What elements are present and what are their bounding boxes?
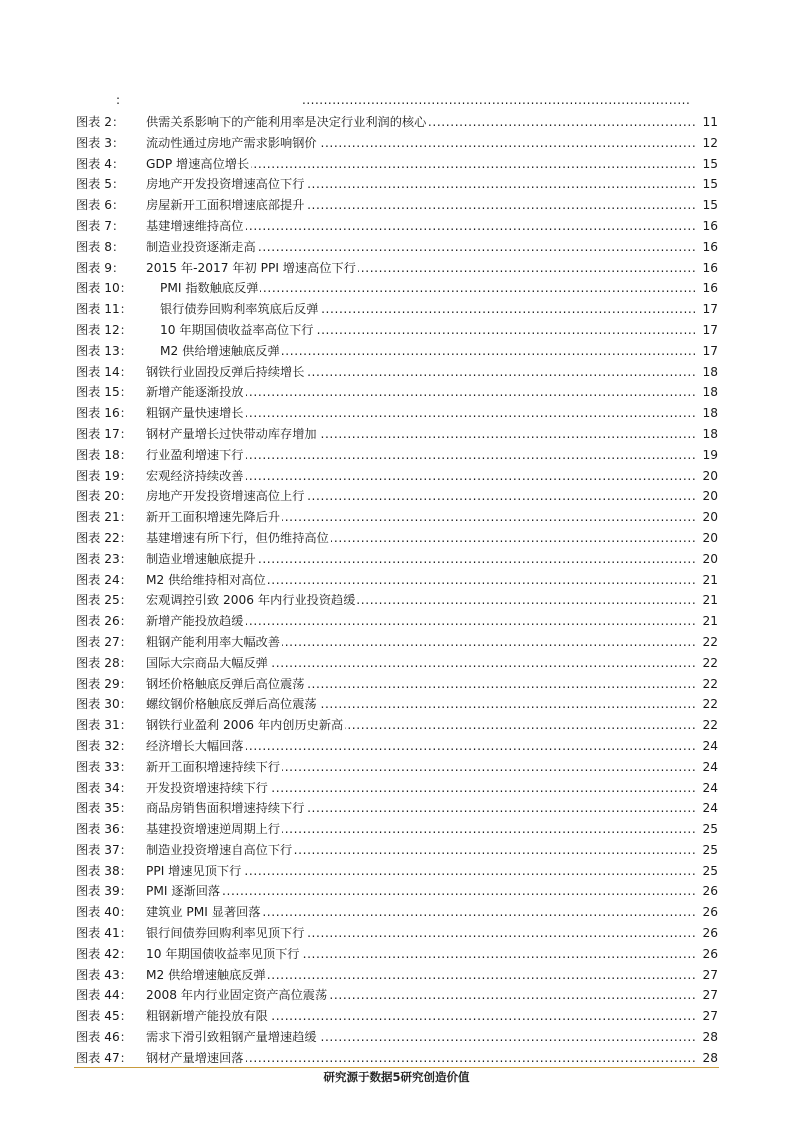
toc-entry-title: PPI 增速见顶下行 bbox=[146, 863, 242, 878]
toc-entry-page: 24 bbox=[702, 801, 718, 816]
toc-entry-label: 图表 24： bbox=[76, 572, 132, 587]
toc-entry-label: 图表 47： bbox=[76, 1050, 132, 1065]
toc-top-colon: : bbox=[116, 93, 121, 107]
toc-entry-label: 图表 28： bbox=[76, 655, 132, 670]
toc-entry-page: 21 bbox=[702, 614, 718, 629]
toc-entry-page: 26 bbox=[702, 905, 718, 920]
toc-entry[interactable] bbox=[76, 154, 718, 175]
toc-entry-label: 图表 45： bbox=[76, 1009, 132, 1024]
toc-entry[interactable] bbox=[76, 528, 718, 549]
toc-entry-label: 图表 20： bbox=[76, 489, 132, 504]
toc-entry-page: 16 bbox=[702, 239, 718, 254]
toc-entry-label: 图表 40： bbox=[76, 905, 132, 920]
toc-entry-page: 12 bbox=[702, 135, 718, 150]
toc-entry-title: 银行债券回购利率筑底后反弹 bbox=[160, 302, 319, 317]
toc-entry-page: 27 bbox=[702, 967, 718, 982]
toc-entry-title: 房地产开发投资增速高位上行 bbox=[146, 489, 305, 504]
toc-entry[interactable] bbox=[76, 778, 718, 799]
toc-entry-label: 图表 22： bbox=[76, 530, 132, 545]
toc-entry[interactable] bbox=[76, 653, 718, 674]
toc-entry-label: 图表 37： bbox=[76, 842, 132, 857]
toc-entry-label: 图表 21： bbox=[76, 510, 132, 525]
toc-entry[interactable] bbox=[76, 133, 718, 154]
toc-entry-page: 18 bbox=[702, 385, 718, 400]
toc-entry-label: 图表 26： bbox=[76, 614, 132, 629]
toc-entry[interactable] bbox=[76, 299, 718, 320]
toc-entry-title: 房屋新开工面积增速底部提升 bbox=[146, 198, 305, 213]
toc-entry-title: 钢材产量增长过快带动库存增加 bbox=[146, 426, 317, 441]
toc-entry-title: M2 供给维持相对高位 bbox=[146, 572, 266, 587]
toc-entry-label: 图表 43： bbox=[76, 967, 132, 982]
toc-entry-title: 行业盈利增速下行 bbox=[146, 447, 244, 462]
toc-entry-label: 图表 13： bbox=[76, 343, 132, 358]
toc-entry[interactable] bbox=[76, 715, 718, 736]
toc-entry-page: 22 bbox=[702, 634, 718, 649]
toc-entry[interactable] bbox=[76, 840, 718, 861]
toc-entry[interactable] bbox=[76, 570, 718, 591]
toc-entry[interactable] bbox=[76, 341, 718, 362]
toc-entry-title: GDP 增速高位增长 bbox=[146, 156, 250, 171]
toc-entry-label: 图表 35： bbox=[76, 801, 132, 816]
toc-entry-page: 26 bbox=[702, 946, 718, 961]
toc-entry-page: 28 bbox=[702, 1030, 718, 1045]
toc-entry-label: 图表 39： bbox=[76, 884, 132, 899]
toc-entry-title: 粗钢新增产能投放有限 bbox=[146, 1009, 268, 1024]
toc-entry[interactable] bbox=[76, 1027, 718, 1048]
toc-entry[interactable] bbox=[76, 549, 718, 570]
toc-entry-label: 图表 42： bbox=[76, 946, 132, 961]
toc-entry[interactable] bbox=[76, 694, 718, 715]
toc-entry[interactable] bbox=[76, 944, 718, 965]
toc-entry-title: 钢铁行业盈利 2006 年内创历史新高 bbox=[146, 718, 344, 733]
toc-entry-title: 基建增速维持高位 bbox=[146, 218, 244, 233]
toc-entry[interactable] bbox=[76, 611, 718, 632]
toc-entry-title: 2008 年内行业固定资产高位震荡 bbox=[146, 988, 328, 1003]
toc-entry[interactable] bbox=[76, 507, 718, 528]
toc-entry-label: 图表 12： bbox=[76, 322, 132, 337]
toc-entry-title: 新开工面积增速先降后升 bbox=[146, 510, 281, 525]
toc-entry-page: 25 bbox=[702, 863, 718, 878]
toc-entry-page: 17 bbox=[702, 302, 718, 317]
toc-entry-page: 22 bbox=[702, 718, 718, 733]
toc-entry-label: 图表 38： bbox=[76, 863, 132, 878]
toc-entry-label: 图表 31： bbox=[76, 718, 132, 733]
toc-entry-label: 图表 46： bbox=[76, 1030, 132, 1045]
toc-entry[interactable] bbox=[76, 424, 718, 445]
toc-entry-title: 供需关系影响下的产能利用率是决定行业利润的核心 bbox=[146, 115, 427, 129]
toc-entry-page: 16 bbox=[702, 260, 718, 275]
toc-entry-page: 22 bbox=[702, 676, 718, 691]
toc-entry-title: 钢铁行业固投反弹后持续增长 bbox=[146, 364, 305, 379]
toc-entry-page: 22 bbox=[702, 655, 718, 670]
toc-entry-label: 图表 5： bbox=[76, 177, 125, 192]
toc-entry[interactable] bbox=[76, 923, 718, 944]
toc-entry-page: 18 bbox=[702, 364, 718, 379]
toc-entry-label: 图表 2： bbox=[76, 115, 125, 129]
toc-entry-page: 24 bbox=[702, 780, 718, 795]
toc-entry-title: 新开工面积增速持续下行 bbox=[146, 759, 281, 774]
figure-list bbox=[76, 112, 718, 1069]
toc-entry-title: 10 年期国债收益率高位下行 bbox=[160, 322, 314, 337]
toc-entry-label: 图表 32： bbox=[76, 738, 132, 753]
toc-entry-title: M2 供给增速触底反弹 bbox=[146, 967, 266, 982]
toc-entry[interactable] bbox=[76, 486, 718, 507]
toc-entry-label: 图表 10： bbox=[76, 281, 132, 296]
toc-entry-title: 粗钢产能利用率大幅改善 bbox=[146, 634, 281, 649]
toc-entry-label: 图表 4： bbox=[76, 156, 125, 171]
toc-entry-title: 国际大宗商品大幅反弹 bbox=[146, 655, 268, 670]
toc-entry-page: 18 bbox=[702, 406, 718, 421]
toc-entry[interactable] bbox=[76, 237, 718, 258]
toc-entry[interactable] bbox=[76, 195, 718, 216]
toc-entry-title: 银行间债券回购利率见顶下行 bbox=[146, 926, 305, 941]
toc-entry-title: 基建投资增速逆周期上行 bbox=[146, 822, 281, 837]
toc-entry-label: 图表 23： bbox=[76, 551, 132, 566]
toc-entry-title: 开发投资增速持续下行 bbox=[146, 780, 268, 795]
toc-entry-page: 26 bbox=[702, 926, 718, 941]
toc-entry-label: 图表 3： bbox=[76, 135, 125, 150]
toc-entry-title: 新增产能逐渐投放 bbox=[146, 385, 244, 400]
toc-entry-title: 商品房销售面积增速持续下行 bbox=[146, 801, 305, 816]
toc-entry-label: 图表 30： bbox=[76, 697, 132, 712]
toc-entry-title: 建筑业 PMI 显著回落 bbox=[146, 905, 261, 920]
toc-entry[interactable] bbox=[76, 757, 718, 778]
toc-entry-label: 图表 9： bbox=[76, 260, 125, 275]
toc-entry-page: 21 bbox=[702, 572, 718, 587]
toc-entry-page: 24 bbox=[702, 759, 718, 774]
toc-entry-title: M2 供给增速触底反弹 bbox=[160, 343, 280, 358]
toc-entry-page: 15 bbox=[702, 156, 718, 171]
toc-entry[interactable] bbox=[76, 674, 718, 695]
toc-entry-title: 流动性通过房地产需求影响钢价 bbox=[146, 135, 317, 150]
toc-entry-page: 22 bbox=[702, 697, 718, 712]
toc-entry-page: 27 bbox=[702, 988, 718, 1003]
toc-entry[interactable] bbox=[76, 985, 718, 1006]
toc-entry-label: 图表 15： bbox=[76, 385, 132, 400]
toc-entry-page: 20 bbox=[702, 510, 718, 525]
toc-entry-label: 图表 25： bbox=[76, 593, 132, 608]
toc-entry[interactable] bbox=[76, 632, 718, 653]
toc-entry-label: 图表 34： bbox=[76, 780, 132, 795]
toc-top-leader: .......................................................................................... bbox=[302, 93, 691, 107]
toc-entry[interactable] bbox=[76, 902, 718, 923]
toc-entry-title: 2015 年-2017 年初 PPI 增速高位下行 bbox=[146, 260, 356, 275]
toc-entry-page: 27 bbox=[702, 1009, 718, 1024]
toc-entry-label: 图表 18： bbox=[76, 447, 132, 462]
toc-entry-title: 基建增速有所下行，但仍维持高位 bbox=[146, 530, 329, 545]
toc-entry-title: 需求下滑引致粗钢产量增速趋缓 bbox=[146, 1030, 317, 1045]
toc-entry-label: 图表 6： bbox=[76, 198, 125, 213]
toc-entry-label: 图表 33： bbox=[76, 759, 132, 774]
footer-rule bbox=[74, 1067, 719, 1068]
toc-entry-title: 新增产能投放趋缓 bbox=[146, 614, 244, 629]
toc-top-entry[interactable] bbox=[116, 93, 706, 111]
toc-entry-label: 图表 11： bbox=[76, 302, 132, 317]
toc-entry-label: 图表 16： bbox=[76, 406, 132, 421]
toc-entry-label: 图表 19： bbox=[76, 468, 132, 483]
toc-entry-page: 20 bbox=[702, 489, 718, 504]
toc-entry[interactable] bbox=[76, 1006, 718, 1027]
toc-entry[interactable] bbox=[76, 112, 718, 133]
toc-entry-title: 制造业投资逐渐走高 bbox=[146, 239, 256, 254]
toc-entry[interactable] bbox=[76, 174, 718, 195]
toc-entry-title: 制造业投资增速自高位下行 bbox=[146, 842, 293, 857]
toc-entry[interactable] bbox=[76, 798, 718, 819]
toc-entry-page: 24 bbox=[702, 738, 718, 753]
toc-entry-page: 21 bbox=[702, 593, 718, 608]
toc-entry-title: 宏观经济持续改善 bbox=[146, 468, 244, 483]
toc-entry[interactable] bbox=[76, 736, 718, 757]
toc-entry-page: 20 bbox=[702, 468, 718, 483]
toc-entry[interactable] bbox=[76, 819, 718, 840]
toc-entry-label: 图表 7： bbox=[76, 218, 125, 233]
page-footer: 研究源于数据5研究创造价值 bbox=[323, 1070, 470, 1084]
toc-entry-title: 粗钢产量快速增长 bbox=[146, 406, 244, 421]
toc-entry-label: 图表 17： bbox=[76, 426, 132, 441]
toc-entry-title: 房地产开发投资增速高位下行 bbox=[146, 177, 305, 192]
toc-entry-page: 20 bbox=[702, 551, 718, 566]
toc-entry-label: 图表 29： bbox=[76, 676, 132, 691]
toc-entry[interactable] bbox=[76, 362, 718, 383]
toc-entry[interactable] bbox=[76, 278, 718, 299]
toc-entry-label: 图表 14： bbox=[76, 364, 132, 379]
toc-entry-page: 26 bbox=[702, 884, 718, 899]
toc-entry-label: 图表 36： bbox=[76, 822, 132, 837]
toc-entry-page: 18 bbox=[702, 426, 718, 441]
toc-entry-page: 25 bbox=[702, 842, 718, 857]
toc-entry[interactable] bbox=[76, 258, 718, 279]
toc-entry[interactable] bbox=[76, 403, 718, 424]
toc-entry-page: 15 bbox=[702, 177, 718, 192]
toc-entry-label: 图表 27： bbox=[76, 634, 132, 649]
toc-entry-title: 钢材产量增速回落 bbox=[146, 1050, 244, 1065]
toc-entry-title: 制造业增速触底提升 bbox=[146, 551, 256, 566]
toc-entry-label: 图表 8： bbox=[76, 239, 125, 254]
toc-entry-page: 15 bbox=[702, 198, 718, 213]
toc-entry[interactable] bbox=[76, 320, 718, 341]
toc-entry[interactable] bbox=[76, 1048, 718, 1069]
toc-entry-label: 图表 44： bbox=[76, 988, 132, 1003]
toc-entry[interactable] bbox=[76, 445, 718, 466]
toc-entry[interactable] bbox=[76, 382, 718, 403]
toc-entry-page: 16 bbox=[702, 218, 718, 233]
toc-entry[interactable] bbox=[76, 216, 718, 237]
toc-entry[interactable] bbox=[76, 590, 718, 611]
toc-entry-page: 28 bbox=[702, 1050, 718, 1065]
toc-entry[interactable] bbox=[76, 965, 718, 986]
toc-entry-title: 经济增长大幅回落 bbox=[146, 738, 244, 753]
toc-entry-title: PMI 逐渐回落 bbox=[146, 884, 221, 899]
toc-entry-title: 螺纹钢价格触底反弹后高位震荡 bbox=[146, 697, 317, 712]
toc-entry-page: 25 bbox=[702, 822, 718, 837]
toc-entry-page: 16 bbox=[702, 281, 718, 296]
toc-entry-page: 17 bbox=[702, 322, 718, 337]
toc-entry-title: 10 年期国债收益率见顶下行 bbox=[146, 946, 300, 961]
toc-entry-page: 20 bbox=[702, 530, 718, 545]
toc-entry[interactable] bbox=[76, 861, 718, 882]
toc-entry-page: 17 bbox=[702, 343, 718, 358]
toc-entry[interactable] bbox=[76, 881, 718, 902]
toc-entry-title: 钢坯价格触底反弹后高位震荡 bbox=[146, 676, 305, 691]
toc-entry-page: 19 bbox=[702, 447, 718, 462]
toc-entry-label: 图表 41： bbox=[76, 926, 132, 941]
toc-entry-page: 11 bbox=[702, 115, 718, 129]
toc-entry-title: PMI 指数触底反弹 bbox=[160, 281, 259, 296]
toc-entry[interactable] bbox=[76, 466, 718, 487]
toc-entry-title: 宏观调控引致 2006 年内行业投资趋缓 bbox=[146, 593, 356, 608]
